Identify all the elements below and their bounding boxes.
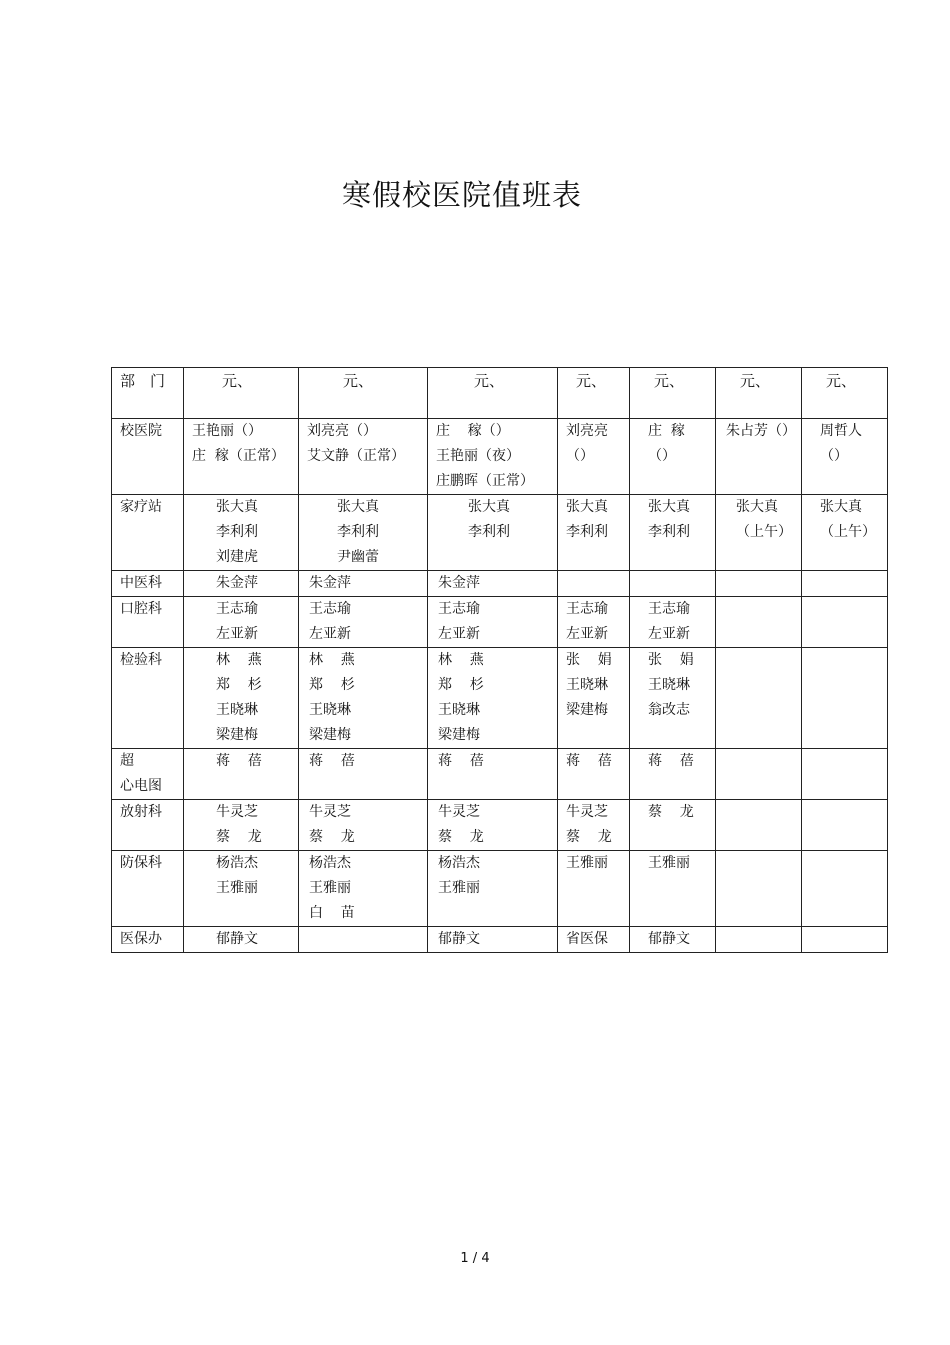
- duty-cell: [716, 597, 802, 648]
- department-label: 检验科: [120, 652, 162, 668]
- header-date: [716, 368, 802, 419]
- header-label: 元、: [474, 372, 505, 390]
- department-cell: [112, 851, 184, 927]
- duty-cell: [802, 927, 888, 953]
- duty-cell: [630, 419, 716, 495]
- duty-cell: [428, 800, 558, 851]
- staff-name: 王雅丽: [438, 880, 480, 896]
- duty-cell: [184, 927, 299, 953]
- duty-cell: [716, 749, 802, 800]
- staff-name: 李利利: [337, 524, 379, 540]
- duty-cell: [802, 571, 888, 597]
- department-cell: [112, 648, 184, 749]
- staff-name: 蒋 蓓: [438, 753, 484, 769]
- duty-cell: [630, 495, 716, 571]
- header-date: [630, 368, 716, 419]
- department-label: 校医院: [120, 423, 162, 439]
- staff-name: 蔡 龙: [648, 804, 694, 820]
- staff-name: 尹幽蕾: [337, 549, 379, 565]
- department-cell: [112, 749, 184, 800]
- header-label: 元、: [222, 372, 253, 390]
- staff-name: （上午）: [736, 524, 792, 540]
- staff-name: 张大真: [468, 499, 510, 515]
- duty-cell: [558, 851, 630, 927]
- duty-cell: [558, 648, 630, 749]
- duty-cell: [299, 749, 428, 800]
- staff-name: （）: [648, 448, 676, 464]
- department-label: 家疗站: [120, 499, 162, 515]
- duty-cell: [299, 800, 428, 851]
- staff-name: 王艳丽（夜）: [436, 448, 520, 464]
- staff-name: 刘建虎: [216, 549, 258, 565]
- header-row: [112, 368, 888, 419]
- duty-cell: [630, 800, 716, 851]
- department-label: 医保办: [120, 931, 162, 947]
- staff-name: 梁建梅: [309, 727, 351, 743]
- duty-cell: [802, 419, 888, 495]
- staff-name: 张大真: [736, 499, 778, 515]
- duty-cell: [802, 749, 888, 800]
- duty-cell: [716, 851, 802, 927]
- department-cell: [112, 419, 184, 495]
- duty-cell: [299, 597, 428, 648]
- staff-name: 左亚新: [309, 626, 351, 642]
- header-date: [802, 368, 888, 419]
- staff-name: 杨浩杰: [216, 855, 258, 871]
- staff-name: 王晓琳: [566, 677, 608, 693]
- staff-name: 朱金萍: [216, 575, 258, 591]
- staff-name: 左亚新: [216, 626, 258, 642]
- duty-cell: [802, 851, 888, 927]
- staff-name: 张大真: [648, 499, 690, 515]
- staff-name: （上午）: [820, 524, 876, 540]
- staff-name: 王雅丽: [566, 855, 608, 871]
- table-row: [112, 648, 888, 749]
- table-row: [112, 749, 888, 800]
- duty-cell: [428, 648, 558, 749]
- staff-name: 白 苗: [309, 905, 355, 921]
- staff-name: 王志瑜: [648, 601, 690, 617]
- duty-cell: [299, 851, 428, 927]
- department-label: 放射科: [120, 804, 162, 820]
- staff-name: 张大真: [820, 499, 862, 515]
- staff-name: 庄鹏晖（正常）: [436, 473, 534, 489]
- staff-name: 刘亮亮: [566, 423, 608, 439]
- staff-name: 王雅丽: [648, 855, 690, 871]
- staff-name: 林 燕: [309, 652, 355, 668]
- staff-name: 林 燕: [438, 652, 484, 668]
- staff-name: 李利利: [216, 524, 258, 540]
- staff-name: 庄 稼（）: [436, 423, 510, 439]
- staff-name: 张大真: [216, 499, 258, 515]
- header-date: [184, 368, 299, 419]
- staff-name: 杨浩杰: [309, 855, 351, 871]
- staff-name: 郑 杉: [216, 677, 262, 693]
- header-label: 元、: [740, 372, 771, 390]
- staff-name: 王志瑜: [438, 601, 480, 617]
- duty-cell: [299, 648, 428, 749]
- department-cell: [112, 927, 184, 953]
- duty-cell: [630, 749, 716, 800]
- staff-name: 周哲人: [820, 423, 862, 439]
- staff-name: 省医保: [566, 931, 608, 947]
- duty-cell: [299, 927, 428, 953]
- department-label: 心电图: [120, 778, 162, 794]
- staff-name: 蒋 蓓: [566, 753, 612, 769]
- duty-cell: [299, 419, 428, 495]
- duty-cell: [558, 571, 630, 597]
- duty-cell: [558, 749, 630, 800]
- staff-name: 王志瑜: [216, 601, 258, 617]
- staff-name: 王志瑜: [309, 601, 351, 617]
- duty-cell: [184, 571, 299, 597]
- staff-name: 牛灵芝: [438, 804, 480, 820]
- staff-name: 蒋 蓓: [648, 753, 694, 769]
- table-row: [112, 495, 888, 571]
- duty-cell: [558, 597, 630, 648]
- staff-name: 王志瑜: [566, 601, 608, 617]
- staff-name: 郁静文: [648, 931, 690, 947]
- department-cell: [112, 800, 184, 851]
- duty-cell: [716, 800, 802, 851]
- staff-name: 杨浩杰: [438, 855, 480, 871]
- department-label: 防保科: [120, 855, 162, 871]
- duty-cell: [802, 648, 888, 749]
- header-label: 元、: [576, 372, 607, 390]
- staff-name: 蔡 龙: [216, 829, 262, 845]
- duty-cell: [299, 495, 428, 571]
- staff-name: 朱金萍: [309, 575, 351, 591]
- duty-cell: [184, 648, 299, 749]
- staff-name: 王雅丽: [216, 880, 258, 896]
- duty-cell: [428, 419, 558, 495]
- duty-cell: [630, 648, 716, 749]
- department-cell: [112, 597, 184, 648]
- staff-name: 王晓琳: [648, 677, 690, 693]
- staff-name: 朱金萍: [438, 575, 480, 591]
- staff-name: 王晓琳: [309, 702, 351, 718]
- staff-name: （）: [820, 448, 848, 464]
- duty-cell: [299, 571, 428, 597]
- staff-name: 王雅丽: [309, 880, 351, 896]
- duty-cell: [558, 419, 630, 495]
- staff-name: 庄 稼: [648, 423, 685, 439]
- staff-name: 李利利: [468, 524, 510, 540]
- staff-name: 张大真: [337, 499, 379, 515]
- staff-name: 王晓琳: [216, 702, 258, 718]
- table-row: [112, 597, 888, 648]
- duty-cell: [802, 597, 888, 648]
- table-row: [112, 927, 888, 953]
- duty-cell: [428, 571, 558, 597]
- header-date: [428, 368, 558, 419]
- staff-name: 庄 稼（正常）: [192, 448, 285, 464]
- duty-cell: [802, 800, 888, 851]
- staff-name: 郁静文: [438, 931, 480, 947]
- duty-cell: [428, 495, 558, 571]
- page-number: 1 / 4: [460, 1251, 490, 1266]
- duty-cell: [802, 495, 888, 571]
- department-cell: [112, 495, 184, 571]
- staff-name: 王晓琳: [438, 702, 480, 718]
- staff-name: 牛灵芝: [309, 804, 351, 820]
- staff-name: 林 燕: [216, 652, 262, 668]
- staff-name: 翁改志: [648, 702, 690, 718]
- table-row: [112, 419, 888, 495]
- duty-cell: [630, 851, 716, 927]
- table-row: [112, 800, 888, 851]
- table-row: [112, 851, 888, 927]
- staff-name: 蒋 蓓: [309, 753, 355, 769]
- staff-name: 朱占芳（）: [726, 423, 796, 439]
- duty-cell: [716, 648, 802, 749]
- table-row: [112, 571, 888, 597]
- department-label: 口腔科: [120, 601, 162, 617]
- staff-name: 张 娟: [566, 652, 612, 668]
- duty-cell: [630, 571, 716, 597]
- staff-name: 郑 杉: [309, 677, 355, 693]
- duty-cell: [716, 419, 802, 495]
- staff-name: 牛灵芝: [216, 804, 258, 820]
- duty-cell: [428, 749, 558, 800]
- duty-cell: [716, 927, 802, 953]
- staff-name: 梁建梅: [216, 727, 258, 743]
- staff-name: 梁建梅: [566, 702, 608, 718]
- header-label: 元、: [343, 372, 374, 390]
- staff-name: 张大真: [566, 499, 608, 515]
- duty-cell: [184, 419, 299, 495]
- staff-name: 郑 杉: [438, 677, 484, 693]
- duty-cell: [184, 749, 299, 800]
- duty-cell: [558, 495, 630, 571]
- duty-cell: [716, 495, 802, 571]
- duty-cell: [184, 800, 299, 851]
- staff-name: 梁建梅: [438, 727, 480, 743]
- duty-cell: [558, 927, 630, 953]
- staff-name: 刘亮亮（）: [307, 423, 377, 439]
- department-label: 中医科: [120, 575, 162, 591]
- staff-name: 左亚新: [438, 626, 480, 642]
- duty-cell: [558, 800, 630, 851]
- header-label: 元、: [826, 372, 857, 390]
- staff-name: 蒋 蓓: [216, 753, 262, 769]
- duty-cell: [428, 927, 558, 953]
- department-label: 超: [120, 753, 134, 769]
- duty-cell: [184, 597, 299, 648]
- staff-name: （）: [566, 448, 594, 464]
- staff-name: 艾文静（正常）: [307, 448, 405, 464]
- staff-name: 左亚新: [648, 626, 690, 642]
- staff-name: 牛灵芝: [566, 804, 608, 820]
- duty-roster-table: [111, 367, 888, 953]
- duty-cell: [716, 571, 802, 597]
- duty-cell: [428, 597, 558, 648]
- duty-cell: [630, 597, 716, 648]
- header-dept: [112, 368, 184, 419]
- header-label: 部 门: [120, 372, 166, 390]
- duty-cell: [428, 851, 558, 927]
- staff-name: 蔡 龙: [438, 829, 484, 845]
- header-label: 元、: [654, 372, 685, 390]
- duty-cell: [184, 851, 299, 927]
- staff-name: 蔡 龙: [566, 829, 612, 845]
- staff-name: 王艳丽（）: [192, 423, 262, 439]
- staff-name: 李利利: [566, 524, 608, 540]
- staff-name: 李利利: [648, 524, 690, 540]
- duty-cell: [630, 927, 716, 953]
- staff-name: 郁静文: [216, 931, 258, 947]
- staff-name: 张 娟: [648, 652, 694, 668]
- header-date: [558, 368, 630, 419]
- header-date: [299, 368, 428, 419]
- page-title: 寒假校医院值班表: [341, 178, 582, 212]
- staff-name: 蔡 龙: [309, 829, 355, 845]
- duty-cell: [184, 495, 299, 571]
- staff-name: 左亚新: [566, 626, 608, 642]
- department-cell: [112, 571, 184, 597]
